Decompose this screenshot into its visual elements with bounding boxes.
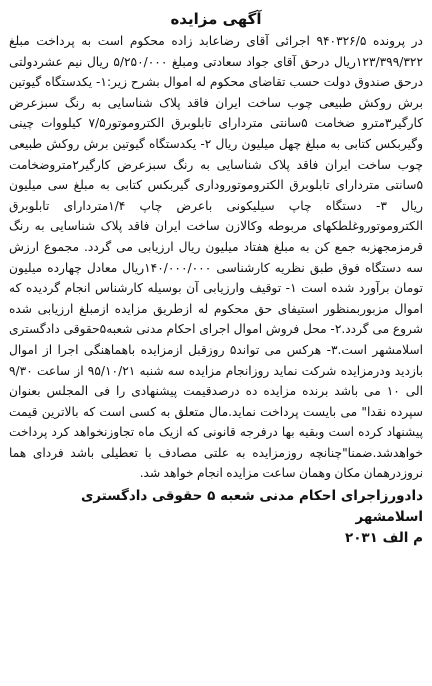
notice-title: آگهی مزایده (170, 10, 262, 28)
notice-signature: دادورزاجرای احکام مدنی شعبه ۵ حقوقی دادگستری اسلامشهر (80, 488, 423, 526)
notice-reference: م الف ۲۰۳۱ (344, 530, 423, 547)
notice-body: در پرونده ۹۴۰۳۲۶/۵ اجرائی آقای رضاعابد زاده محکوم است به پرداخت مبلغ ۱۲۳/۳۹۹/۳۲۲ریال درحق آقای جواد سعادتی ومبلغ ۵/۲۵۰/۰۰۰ ریال نیم عشردولتی درحق صندوق دولت حسب تقاضای محکوم له اموال بشرح زیر:۱- یکدستگاه گیوتین برش روکش طبیعی چوب ساخت ایران فاقد پلاک شناسایی به رنگ سبزعرض کارگیر۳مترو ضخامت ۵سانتی متردارای تابلوبرق الکتروموتور۷/۵ کیلووات چینی وگیربکس کتابی به مبلغ چهل میلیون ریال ۲- یکدستگاه گیوتین برش روکش طبیعی چوب ساخت ایران فاقد پلاک شناسایی به رنگ سبزعرض کارگیر۲متروضخامت ۵سانتی متردارای تابلوبرق الکتروموتوروداری گیربکس کتابی به مبلغ سی میلیون ریال ۳- دستگاه چاپ سیلیکونی باعرض چاپ ۱/۴متردارای تابلوبرق الکتروموتوروغلطکهای مربوطه وکالازن ساخت ایران فاقد پلاک شناسایی به رنگ قرمزمجهزبه جمع کن به مبلغ هفتاد میلیون ریال ارزیابی می گردد. مجموع ارزش سه دستگاه فوق طبق نظریه کارشناسی ۱۴۰/۰۰۰/۰۰۰ریال معادل چهارده میلیون تومان برآورد شده است ۱- توقیف وارزیابی آن بوسیله کارشناس انجام گردیده که اموال مزبوربمنظور استیفای حق محکوم له ازطریق مزایده ازمبلغ ارزیابی شده شروع می گردد.۲- محل فروش اموال اجرای احکام مدنی شعبه۵حقوقی دادگستری اسلامشهر است.۳- هرکس می تواند۵ روزقبل ازمزایده باهماهنگی اجرا از اموال بازدید ودرمزایده شرکت نماید روزانجام مزایده سه شنبه ۹۵/۱۰/۲۱ از ساعت ۹/۳۰ الی ۱۰ می باشد برنده مزایده ده درصدقیمت پیشنهادی را فی المجلس بعنوان سپرده نقدا" می بایست پرداخت نماید.مال متعلق به کسی است که بالاترین قیمت پیشنهاد کرده است وبقیه بها درفرجه قانونی که ازیک ماه تجاوزنخواهد کرد پرداخت خواهدشد.ضمنا"چنانچه روزمزایده به علتی مصادف با تعطیلی باشد فردای هما نروزدرهمان مکان وهمان ساعت مزایده انجام خواهد شد. (9, 34, 424, 481)
